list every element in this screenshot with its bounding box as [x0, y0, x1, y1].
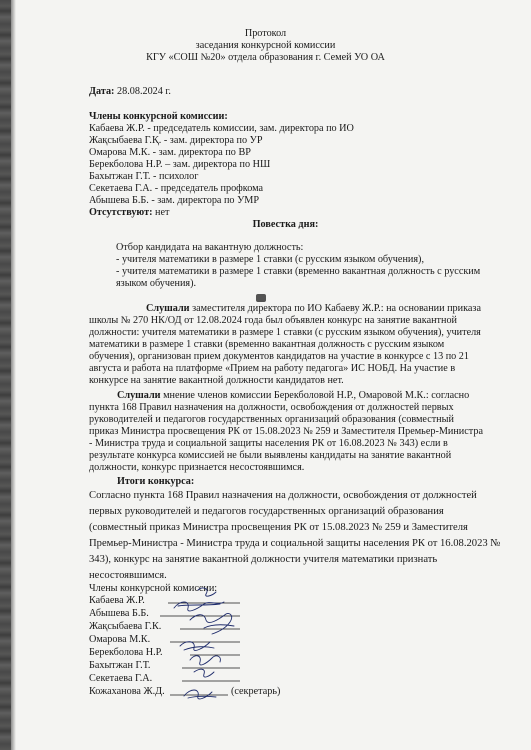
heard2-line: руководителей и педагогов государственных организаций образования (совместный	[89, 414, 454, 425]
results-line: (совместный приказ Министра просвещения РК от 15.08.2023 № 259 и Заместителя	[89, 522, 468, 533]
commission-member: Жақсыбаева Г.Қ. - зам. директора по УР	[89, 135, 263, 146]
agenda-item: - учителя математики в размере 1 ставки (с русским языком обучения),	[116, 254, 424, 265]
commission-member: Кабаева Ж.Р. - председатель комиссии, зам. директора по ИО	[89, 123, 354, 134]
signatures-title: Члены конкурсной комиссии:	[89, 583, 218, 594]
signature-zhaksybaeva	[190, 613, 232, 634]
signature-berekbolova	[180, 642, 210, 651]
agenda-item: - учителя математики в размере 1 ставки (временно вакантная должность с русским	[116, 266, 481, 277]
doc-subtitle: заседания конкурсной комиссии	[195, 40, 336, 51]
heard1-line: школы № 270 НК/ОД от 12.08.2024 года был объявлен конкурс на занятие вакантной	[89, 315, 458, 326]
agenda-title: Повестка дня:	[252, 219, 319, 230]
commission-member: Берекболова Н.Р. – зам. директора по НШ	[89, 159, 271, 170]
signatory-name: Берекболова Н.Р.	[89, 647, 163, 658]
results-line: 343), конкурс на занятие вакантной должности учителя математики признать	[89, 554, 438, 565]
commission-member: Абышева Б.Б. - зам. директора по УМР	[89, 195, 260, 206]
heard2-line: пункта 168 Правил назначения на должности, освобождения от должностей первых	[89, 402, 454, 413]
signatory-name: Бахытжан Г.Т.	[89, 660, 151, 671]
signatory-name: Секетаева Г.А.	[89, 673, 153, 684]
signature-abysheva	[174, 602, 224, 611]
signatory-name: Кожаханова Ж.Д.	[89, 686, 165, 697]
heard1-line: августа и работа на платформе «Прием на работу педагога» ИС НОБД. На участие в	[89, 363, 456, 374]
heard2-line: должности, конкурс признается несостоявшимся.	[89, 462, 305, 473]
absent-line	[89, 207, 169, 219]
commission-member: Бахытжан Г.Т. - психолог	[89, 171, 199, 182]
heard2-line: приказ Министра просвещения РК от 15.08.2023 № 259 и Заместителя Премьер-Министра	[89, 426, 483, 437]
heard2-first-line: Слушали мнение членов комиссии Берекболовой Н.Р., Омаровой М.К.: согласно	[117, 390, 470, 401]
results-title: Итоги конкурса:	[117, 476, 195, 487]
results-line: Премьер-Министра - Министра труда и социальной защиты населения РК от 16.08.2023 №	[89, 538, 501, 549]
agenda-item: языком обучения).	[116, 278, 197, 289]
absent-label: Отсутствуют:	[89, 207, 153, 218]
secretary-note: (секретарь)	[231, 686, 281, 697]
signatory-name: Абышева Б.Б.	[89, 608, 149, 619]
signatory-name: Омарова М.К.	[89, 634, 151, 645]
heard1-label: Слушали	[146, 303, 190, 314]
commission-member: Омарова М.К. - зам. директора по ВР	[89, 147, 251, 158]
handwritten-signatures	[160, 584, 250, 704]
date-label: Дата:	[89, 86, 115, 97]
heard2-line: результате конкурса комиссией не были выявлены кандидаты на занятие вакантной	[89, 450, 452, 461]
heard1-line: математики в размере 1 ставки (временно вакантная должность с русским языком	[89, 339, 445, 350]
scan-artifact	[256, 294, 266, 302]
signatory-name: Жақсыбаева Г.К.	[89, 621, 162, 632]
signatory-name: Кабаева Ж.Р.	[89, 595, 145, 606]
absent-value: нет	[155, 207, 170, 218]
signature-bakhytzhan	[190, 656, 220, 665]
commission-title: Члены конкурсной комиссии:	[89, 111, 228, 122]
results-line: первых руководителей и педагогов государственных организаций образования	[89, 506, 444, 517]
signature-seketaeva	[194, 669, 214, 677]
heard1-line: конкурсе на занятие вакантной должности кандидатов нет.	[89, 375, 344, 386]
commission-member: Секетаева Г.А. - председатель профкома	[89, 183, 264, 194]
doc-title: Протокол	[244, 28, 287, 39]
heard2-line: - Министра труда и социальной защиты населения РК от 16.08.2023 № 343) если в	[89, 438, 448, 449]
heard1-line: обучения), организован прием документов кандидатов на участие в конкурсе с 13 по 21	[89, 351, 469, 362]
date-value: 28.08.2024 г.	[117, 86, 171, 97]
doc-organization: КГУ «СОШ №20» отдела образования г. Семей УО ОА	[146, 52, 385, 63]
agenda-intro: Отбор кандидата на вакантную должность:	[116, 242, 304, 253]
results-line: несостоявшимся.	[89, 570, 167, 581]
signature-kabaeva	[198, 588, 216, 596]
heard2-label: Слушали	[117, 390, 161, 401]
results-line: Согласно пункта 168 Правил назначения на должности, освобождения от должностей	[89, 490, 477, 501]
heard1-first-line: Слушали заместителя директора по ИО Кабаеву Ж.Р.: на основании приказа	[146, 303, 481, 314]
doc-date	[89, 86, 171, 98]
heard1-line: должности: учителя математики в размере 1 ставки (с русским языком обучения), учителя	[89, 327, 481, 338]
